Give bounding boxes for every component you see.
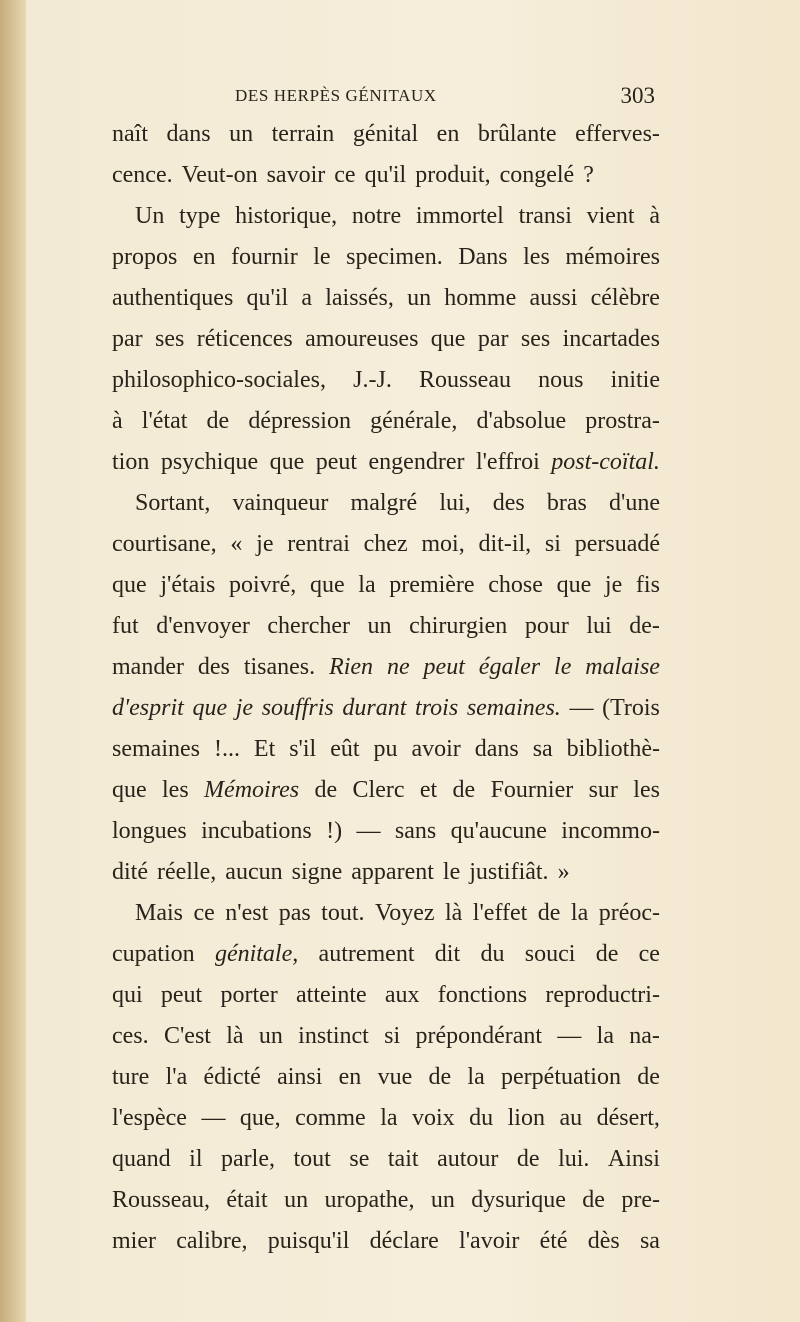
word: vient bbox=[586, 203, 635, 229]
word: il bbox=[189, 1146, 203, 1172]
word: par bbox=[112, 326, 143, 352]
word: d'esprit bbox=[112, 695, 184, 721]
word: — bbox=[557, 1023, 582, 1049]
text-line bbox=[112, 1221, 660, 1262]
word: un bbox=[367, 613, 392, 639]
word: première bbox=[389, 572, 475, 598]
word: bibliothè- bbox=[566, 736, 660, 762]
word: pre- bbox=[621, 1187, 660, 1213]
word: durant bbox=[342, 695, 407, 721]
word: longues bbox=[112, 818, 187, 844]
word: à bbox=[649, 203, 660, 229]
binding-shadow bbox=[0, 0, 26, 1322]
word: bras bbox=[546, 490, 587, 516]
word: !) bbox=[326, 818, 343, 844]
word: eût bbox=[330, 736, 360, 762]
word: des bbox=[492, 490, 525, 516]
word: un bbox=[430, 1187, 455, 1213]
word: génitale, bbox=[214, 941, 299, 967]
word: l'effet bbox=[472, 900, 528, 926]
text-line bbox=[112, 729, 660, 770]
word: le bbox=[554, 654, 572, 680]
word: instinct bbox=[298, 1023, 369, 1049]
word: type bbox=[179, 203, 221, 229]
word: qu'il bbox=[364, 162, 407, 188]
body-text bbox=[112, 114, 660, 1262]
word: calibre, bbox=[176, 1228, 248, 1254]
word: rentrai bbox=[287, 531, 350, 557]
word: sans bbox=[394, 818, 437, 844]
word: amoureuses bbox=[305, 326, 419, 352]
word: ce bbox=[638, 941, 660, 967]
word: incommo- bbox=[561, 818, 660, 844]
word: là bbox=[445, 900, 463, 926]
word: mémoires bbox=[565, 244, 660, 270]
word: produit, bbox=[415, 162, 491, 188]
word: dès bbox=[587, 1228, 620, 1254]
word: célèbre bbox=[590, 285, 660, 311]
word: na- bbox=[629, 1023, 660, 1049]
word: uropathe, bbox=[324, 1187, 415, 1213]
word: du bbox=[469, 1105, 494, 1131]
word: à bbox=[112, 408, 123, 434]
word: de- bbox=[629, 613, 660, 639]
word: a bbox=[301, 285, 313, 311]
word: dans bbox=[166, 121, 211, 147]
word: mander bbox=[112, 654, 184, 680]
word: que bbox=[112, 572, 147, 598]
word: s'il bbox=[289, 736, 317, 762]
word: aux bbox=[384, 982, 420, 1008]
text-line bbox=[112, 237, 660, 278]
word: souffris bbox=[261, 695, 334, 721]
word: authentiques bbox=[112, 285, 234, 311]
word: peut bbox=[315, 449, 358, 475]
word: sa bbox=[639, 1228, 660, 1254]
word: la bbox=[380, 1105, 398, 1131]
word: réticences bbox=[196, 326, 293, 352]
text-line bbox=[112, 155, 660, 196]
word: Voyez bbox=[374, 900, 435, 926]
word: que bbox=[269, 449, 305, 475]
word: dans bbox=[474, 736, 519, 762]
word: un bbox=[284, 1187, 309, 1213]
word: semaines bbox=[112, 736, 200, 762]
word: de bbox=[314, 777, 338, 803]
word: déclare bbox=[369, 1228, 439, 1254]
word: était bbox=[226, 1187, 268, 1213]
word: autour bbox=[437, 1146, 499, 1172]
word: de bbox=[582, 1187, 605, 1213]
word: là bbox=[226, 1023, 244, 1049]
word: le bbox=[442, 859, 461, 885]
word: si bbox=[544, 531, 561, 557]
word: générale, bbox=[370, 408, 458, 434]
word: lui, bbox=[439, 490, 471, 516]
word: se bbox=[349, 1146, 370, 1172]
word: l'espèce bbox=[112, 1105, 187, 1131]
word: l'effroi bbox=[475, 449, 540, 475]
word: « bbox=[230, 531, 243, 557]
word: aucun bbox=[225, 859, 283, 885]
word: reproductri- bbox=[545, 982, 660, 1008]
word: !... bbox=[213, 736, 240, 762]
word: peut bbox=[160, 982, 203, 1008]
word: un bbox=[258, 1023, 283, 1049]
word: congelé bbox=[499, 162, 575, 188]
word: ture bbox=[112, 1064, 150, 1090]
word: tout. bbox=[321, 900, 365, 926]
word: psychique bbox=[160, 449, 259, 475]
text-line bbox=[112, 1016, 660, 1057]
word: qu'il bbox=[246, 285, 289, 311]
word: par bbox=[477, 326, 509, 352]
text-line bbox=[112, 1180, 660, 1221]
word: fonctions bbox=[437, 982, 528, 1008]
word: historique, bbox=[235, 203, 338, 229]
word: l'avoir bbox=[459, 1228, 520, 1254]
word: dépression bbox=[248, 408, 351, 434]
word: Veut-on bbox=[181, 162, 258, 188]
text-line bbox=[112, 565, 660, 606]
word: sur bbox=[588, 777, 618, 803]
word: (Trois bbox=[602, 695, 660, 721]
text-line bbox=[112, 975, 660, 1016]
word: justifiât. bbox=[469, 859, 549, 885]
word: lion bbox=[507, 1105, 545, 1131]
word: parle, bbox=[221, 1146, 275, 1172]
word: en bbox=[338, 1064, 362, 1090]
word: peut bbox=[423, 654, 465, 680]
word: autrement bbox=[318, 941, 415, 967]
text-line bbox=[112, 1057, 660, 1098]
word: Rousseau bbox=[418, 367, 511, 393]
word: vainqueur bbox=[232, 490, 329, 516]
word: génital bbox=[352, 121, 419, 147]
word: perpétuation bbox=[501, 1064, 621, 1090]
text-line bbox=[112, 893, 660, 934]
text-line bbox=[112, 934, 660, 975]
word: tion bbox=[112, 449, 150, 475]
word: specimen. bbox=[346, 244, 443, 270]
word: pour bbox=[524, 613, 569, 639]
word: un bbox=[407, 285, 432, 311]
word: puisqu'il bbox=[267, 1228, 350, 1254]
word: la bbox=[467, 1064, 485, 1090]
word: de bbox=[637, 1064, 660, 1090]
word: en bbox=[192, 244, 216, 270]
word: du bbox=[480, 941, 505, 967]
word: l'état bbox=[141, 408, 188, 434]
word: comme bbox=[295, 1105, 366, 1131]
word: cence. bbox=[112, 162, 173, 188]
word: poivré, bbox=[228, 572, 297, 598]
word: ce bbox=[334, 162, 356, 188]
word: tout bbox=[293, 1146, 331, 1172]
text-line bbox=[112, 852, 660, 893]
word: je bbox=[604, 572, 623, 598]
text-line bbox=[112, 1098, 660, 1139]
word: si bbox=[384, 1023, 401, 1049]
word: propos bbox=[112, 244, 178, 270]
word: des bbox=[197, 654, 230, 680]
word: C'est bbox=[163, 1023, 211, 1049]
word: sa bbox=[532, 736, 553, 762]
word: que bbox=[192, 695, 228, 721]
word: que bbox=[309, 572, 345, 598]
word: lui bbox=[586, 613, 612, 639]
word: Rien bbox=[329, 654, 374, 680]
word: ne bbox=[386, 654, 410, 680]
word: dité bbox=[112, 859, 148, 885]
word: la bbox=[596, 1023, 614, 1049]
word: que, bbox=[239, 1105, 281, 1131]
text-line bbox=[112, 401, 660, 442]
word: homme bbox=[444, 285, 517, 311]
word: n'est bbox=[225, 900, 269, 926]
word: Mais bbox=[135, 900, 183, 926]
word: dysurique bbox=[471, 1187, 566, 1213]
word: pas bbox=[278, 900, 311, 926]
word: apparent bbox=[351, 859, 434, 885]
word: aussi bbox=[529, 285, 578, 311]
word: quand bbox=[112, 1146, 171, 1172]
word: que bbox=[556, 572, 592, 598]
word: que bbox=[430, 326, 466, 352]
word: nous bbox=[538, 367, 584, 393]
text-line bbox=[112, 319, 660, 360]
word: les bbox=[162, 777, 189, 803]
word: post-coïtal. bbox=[551, 449, 660, 475]
word: trois bbox=[415, 695, 459, 721]
word: au bbox=[559, 1105, 583, 1131]
word: d'envoyer bbox=[156, 613, 250, 639]
text-line bbox=[112, 606, 660, 647]
word: dit-il, bbox=[478, 531, 532, 557]
word: chose bbox=[488, 572, 543, 598]
word: moi, bbox=[421, 531, 465, 557]
text-line bbox=[112, 114, 660, 155]
word: naît bbox=[112, 121, 148, 147]
word: philosophico-sociales, bbox=[112, 367, 326, 393]
word: Et bbox=[253, 736, 276, 762]
word: courtisane, bbox=[112, 531, 217, 557]
word: que bbox=[112, 777, 147, 803]
text-line bbox=[112, 483, 660, 524]
word: atteinte bbox=[296, 982, 367, 1008]
word: dit bbox=[434, 941, 461, 967]
word: d'une bbox=[609, 490, 660, 516]
word: j'étais bbox=[160, 572, 216, 598]
word: en bbox=[436, 121, 460, 147]
word: incartades bbox=[562, 326, 660, 352]
word: signe bbox=[291, 859, 343, 885]
word: brûlante bbox=[477, 121, 557, 147]
word: fis bbox=[635, 572, 660, 598]
text-line bbox=[112, 196, 660, 237]
word: laissés, bbox=[325, 285, 394, 311]
word: engendrer bbox=[368, 449, 465, 475]
word: Mémoires bbox=[204, 777, 300, 803]
running-title: DES HERPÈS GÉNITAUX bbox=[235, 86, 437, 105]
word: Un bbox=[135, 203, 165, 229]
word: cupation bbox=[112, 941, 195, 967]
word: » bbox=[557, 859, 570, 885]
text-line bbox=[112, 688, 660, 729]
word: ce bbox=[193, 900, 215, 926]
word: semaines. bbox=[466, 695, 561, 721]
word: tait bbox=[387, 1146, 419, 1172]
word: terrain bbox=[271, 121, 335, 147]
text-line bbox=[112, 811, 660, 852]
word: chercher bbox=[267, 613, 350, 639]
word: préoc- bbox=[598, 900, 660, 926]
word: malgré bbox=[350, 490, 418, 516]
word: la bbox=[570, 900, 589, 926]
word: persuadé bbox=[574, 531, 660, 557]
word: et bbox=[419, 777, 438, 803]
word: les bbox=[523, 244, 550, 270]
word: prépondérant bbox=[415, 1023, 543, 1049]
word: efferves- bbox=[575, 121, 660, 147]
word: ? bbox=[583, 162, 594, 188]
word: la bbox=[358, 572, 376, 598]
text-line bbox=[112, 647, 660, 688]
word: vue bbox=[377, 1064, 413, 1090]
word: qui bbox=[112, 982, 143, 1008]
word: voix bbox=[412, 1105, 455, 1131]
word: égaler bbox=[478, 654, 541, 680]
text-line bbox=[112, 524, 660, 565]
text-line bbox=[112, 1139, 660, 1180]
word: je bbox=[235, 695, 254, 721]
word: pu bbox=[373, 736, 398, 762]
word: ainsi bbox=[277, 1064, 323, 1090]
word: incubations bbox=[201, 818, 312, 844]
word: d'absolue bbox=[476, 408, 567, 434]
word: Dans bbox=[458, 244, 508, 270]
word: mier bbox=[112, 1228, 156, 1254]
word: désert, bbox=[596, 1105, 660, 1131]
word: été bbox=[539, 1228, 568, 1254]
word: Sortant, bbox=[135, 490, 211, 516]
word: de bbox=[537, 900, 561, 926]
word: immortel bbox=[415, 203, 504, 229]
word: qu'aucune bbox=[450, 818, 547, 844]
word: de bbox=[595, 941, 619, 967]
word: ces. bbox=[112, 1023, 149, 1049]
word: fournir bbox=[231, 244, 298, 270]
word: Fournier bbox=[490, 777, 574, 803]
word: — bbox=[569, 695, 594, 721]
word: édicté bbox=[203, 1064, 261, 1090]
word: J.-J. bbox=[353, 367, 392, 393]
word: le bbox=[313, 244, 331, 270]
word: lui. bbox=[558, 1146, 590, 1172]
word: initie bbox=[610, 367, 660, 393]
word: ses bbox=[155, 326, 185, 352]
word: — bbox=[356, 818, 381, 844]
text-line bbox=[112, 360, 660, 401]
word: fut bbox=[112, 613, 139, 639]
word: — bbox=[201, 1105, 226, 1131]
page-header bbox=[235, 83, 655, 114]
word: de bbox=[516, 1146, 540, 1172]
word: de bbox=[428, 1064, 452, 1090]
word: de bbox=[452, 777, 476, 803]
word: Clerc bbox=[352, 777, 405, 803]
word: Ainsi bbox=[607, 1146, 660, 1172]
word: notre bbox=[351, 203, 402, 229]
word: savoir bbox=[266, 162, 326, 188]
word: les bbox=[633, 777, 660, 803]
word: ses bbox=[520, 326, 551, 352]
page-number: 303 bbox=[620, 83, 655, 108]
word: Rousseau, bbox=[112, 1187, 210, 1213]
word: un bbox=[229, 121, 254, 147]
text-line bbox=[112, 770, 660, 811]
text-line bbox=[112, 442, 660, 483]
word: transi bbox=[518, 203, 572, 229]
word: de bbox=[206, 408, 230, 434]
word: chez bbox=[363, 531, 408, 557]
word: tisanes. bbox=[243, 654, 316, 680]
word: malaise bbox=[585, 654, 660, 680]
word: avoir bbox=[411, 736, 461, 762]
word: souci bbox=[524, 941, 576, 967]
word: porter bbox=[220, 982, 278, 1008]
word: réelle, bbox=[157, 859, 217, 885]
word: l'a bbox=[165, 1064, 188, 1090]
word: prostra- bbox=[585, 408, 660, 434]
word: je bbox=[256, 531, 274, 557]
text-line bbox=[112, 278, 660, 319]
word: chirurgien bbox=[409, 613, 508, 639]
